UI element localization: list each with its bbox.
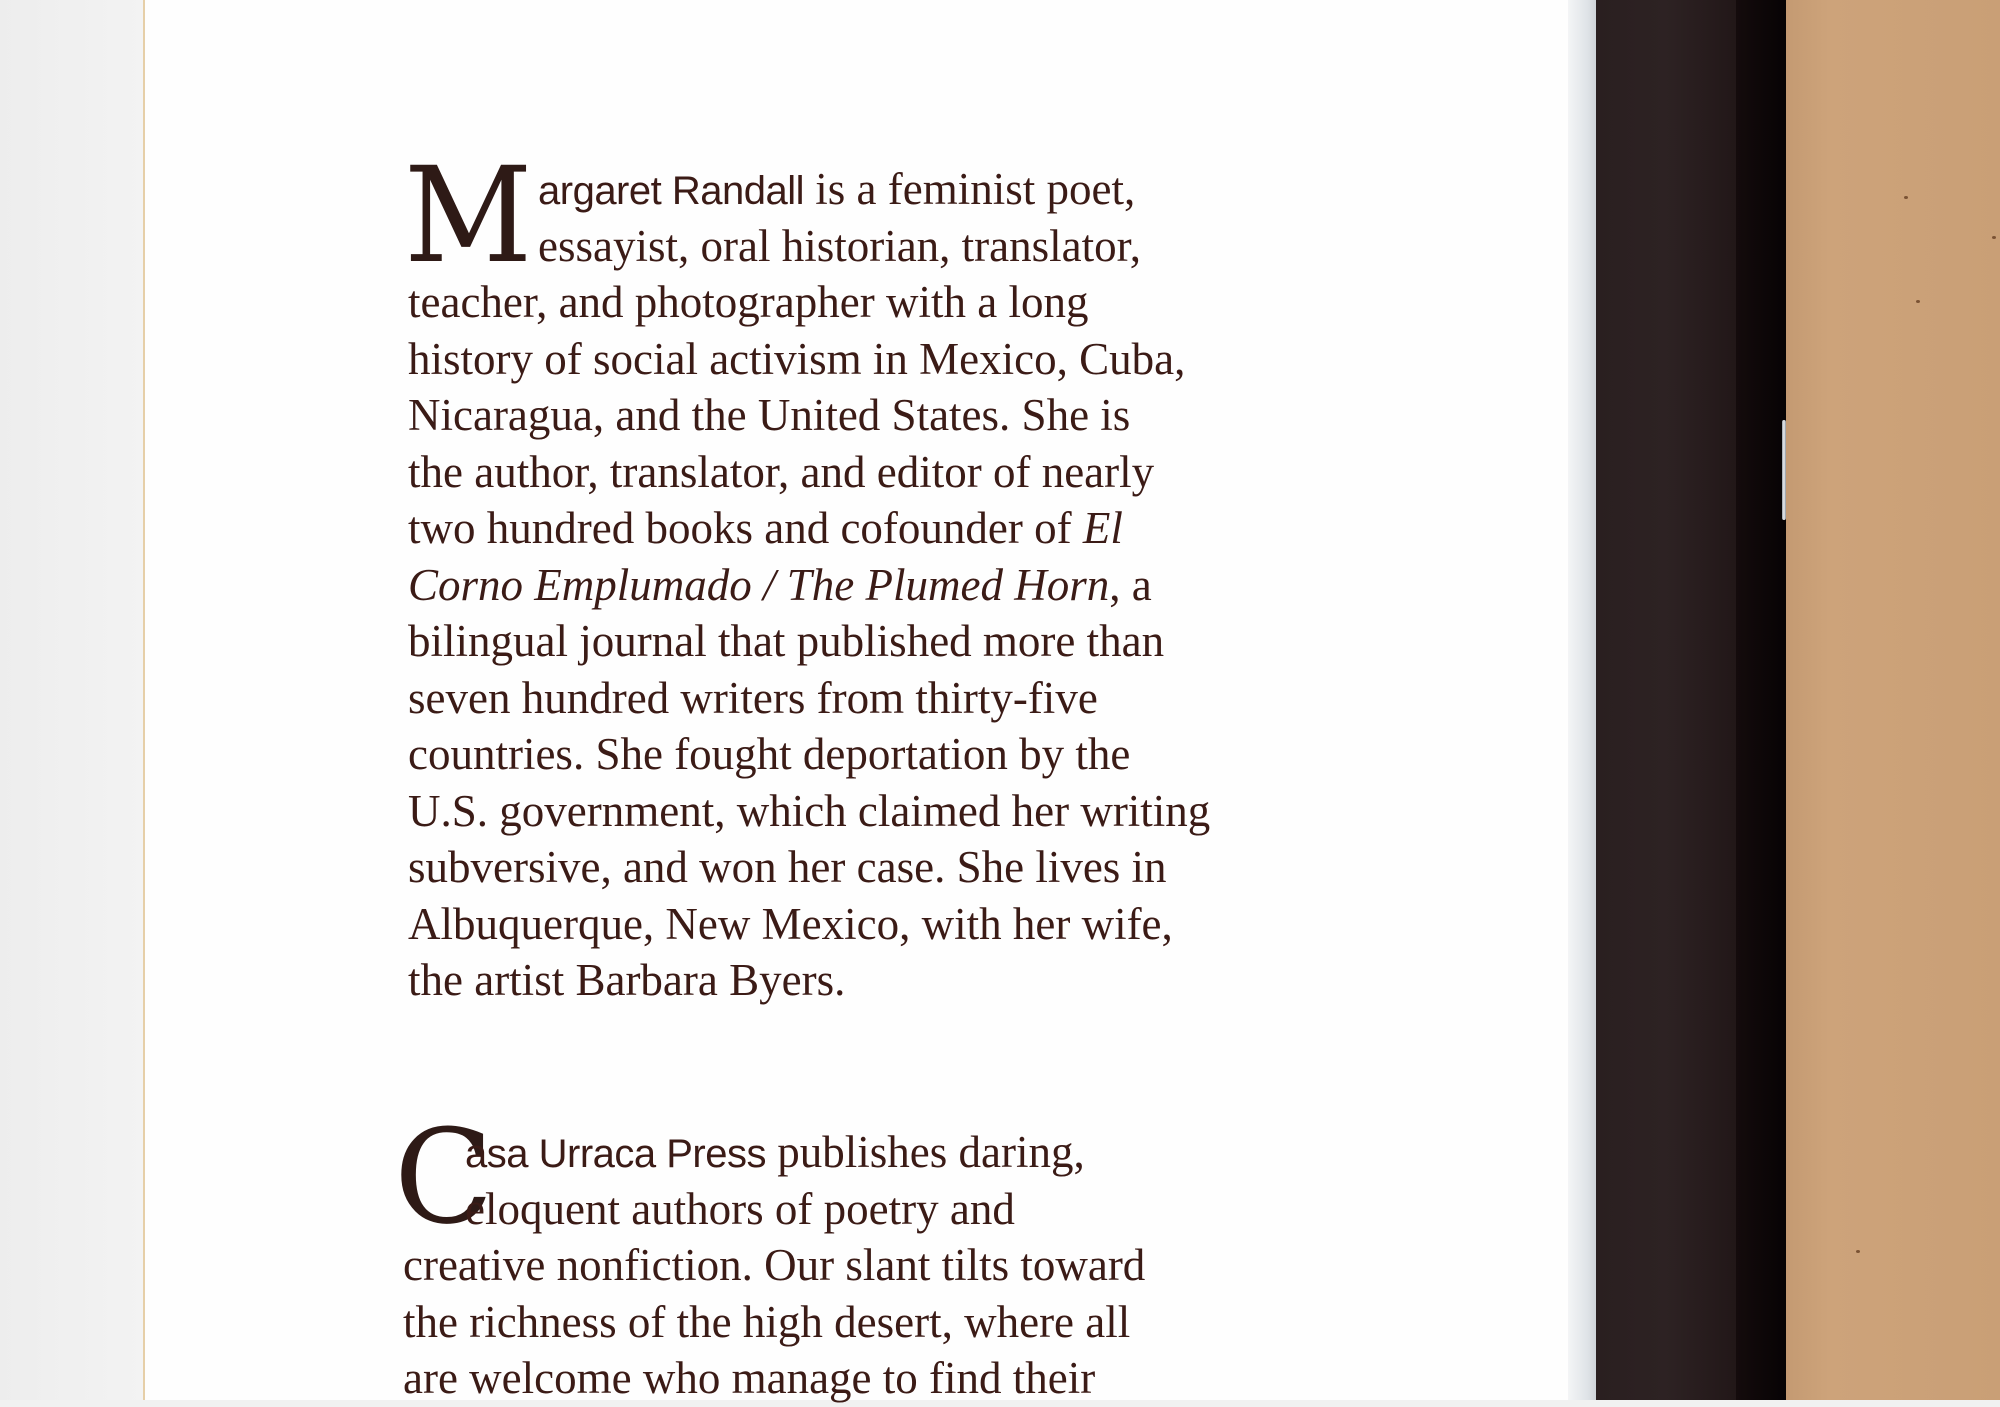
bio-line-12: U.S. government, which claimed her writing <box>408 785 1211 836</box>
shadow-gap <box>1736 0 1788 1400</box>
author-bio-paragraph <box>408 161 1210 1009</box>
bio-line-3: teacher, and photographer with a long <box>408 277 1089 327</box>
bio-line-9: bilingual journal that published more than <box>408 616 1165 666</box>
lead-in: argaret Randall <box>538 169 804 213</box>
blurb-line-4: the richness of the high desert, where all <box>403 1296 1131 1347</box>
line-text: , a <box>1109 559 1152 610</box>
drop-cap-m: M <box>404 139 533 293</box>
bio-line-4: history of social activism in Mexico, Cuba, <box>408 333 1186 384</box>
bio-line-14: Albuquerque, New Mexico, with her wife, <box>408 898 1173 949</box>
staple <box>1782 420 1786 520</box>
bio-line-1 <box>408 161 1210 218</box>
facing-page <box>0 0 144 1400</box>
bio-line-15: the artist Barbara Byers. <box>408 955 846 1005</box>
journal-title-italic: El <box>1082 503 1123 553</box>
blurb-line-3: creative nonfiction. Our slant tilts toward <box>403 1240 1146 1290</box>
line-text: is a feminist poet, <box>804 164 1136 214</box>
blurb-line-2: eloquent authors of poetry and <box>465 1183 1015 1234</box>
bio-line-7 <box>408 500 1210 557</box>
blurb-line-5: are welcome who manage to find their <box>403 1353 1096 1403</box>
kraft-paper <box>1786 0 2000 1400</box>
bio-line-8 <box>408 557 1210 614</box>
bio-line-6: the author, translator, and editor of nearly <box>408 446 1155 497</box>
bio-line-13: subversive, and won her case. She lives in <box>408 842 1167 892</box>
bio-line-2: essayist, oral historian, translator, <box>538 220 1142 271</box>
line-text: two hundred books and cofounder of <box>408 503 1083 553</box>
bio-line-10: seven hundred writers from thirty-five <box>408 672 1098 723</box>
dark-cover-board <box>1596 0 1736 1400</box>
kraft-speck <box>1856 1250 1860 1253</box>
kraft-speck <box>1904 196 1908 199</box>
publisher-blurb-paragraph <box>403 1124 1145 1407</box>
kraft-speck <box>1992 236 1996 239</box>
bio-line-5: Nicaragua, and the United States. She is <box>408 390 1131 440</box>
page-rim <box>1568 0 1596 1400</box>
blurb-line-1 <box>403 1124 1145 1181</box>
drop-cap-c: C <box>394 1101 494 1253</box>
journal-title-italic: Corno Emplumado / The Plumed Horn <box>408 559 1110 610</box>
bio-line-11: countries. She fought deportation by the <box>408 729 1131 779</box>
kraft-speck <box>1916 300 1920 303</box>
lead-in: asa Urraca Press <box>465 1132 766 1176</box>
line-text: publishes daring, <box>765 1127 1085 1177</box>
